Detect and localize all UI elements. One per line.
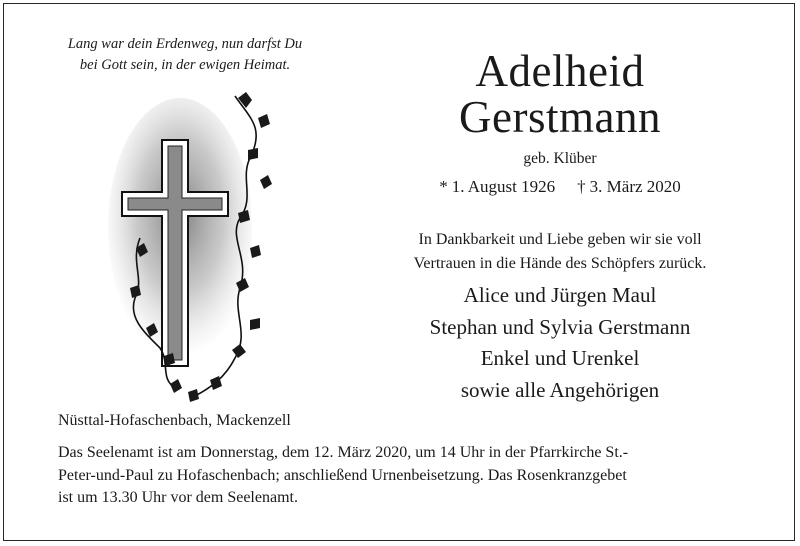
dedication-line: In Dankbarkeit und Liebe geben wir sie voll [418,231,702,248]
mourner-entry: Alice und Jürgen Maul [463,283,657,307]
mourner-entry: Stephan und Sylvia Gerstmann [429,314,691,339]
notice-line: ist um 13.30 Uhr vor dem Seelenamt. [58,489,298,506]
notice-line: Das Seelenamt ist am Donnerstag, dem 12. März 2020, um 14 Uhr in der Pfarrkirche St.- [58,444,629,461]
mourners-list [380,280,740,406]
birth-star-icon: * [439,177,448,196]
birth-date: 1. August 1926 [451,177,556,196]
cross-with-ivy-icon [100,88,290,408]
motto-line: bei Gott sein, in der ewigen Heimat. [79,57,291,73]
first-name: Adelheid [475,46,645,96]
notice-line: Peter-und-Paul zu Hofaschenbach; anschließend Urnenbeisetzung. Das Rosenkranzgebet [58,466,627,484]
last-name: Gerstmann [459,92,661,142]
funeral-notice [58,442,754,510]
death-date: 3. März 2020 [589,177,681,196]
mourner-entry: sowie alle Angehörigen [460,377,660,402]
birth-name: geb. Klüber [523,150,597,167]
dedication [380,228,740,276]
motto [20,34,350,76]
mourner-entry: Enkel und Urenkel [480,346,640,370]
place-of-residence: Nüsttal-Hofaschenbach, Mackenzell [58,412,291,429]
death-cross-icon: † [577,177,586,196]
deceased-name [380,48,740,140]
life-dates [380,176,740,198]
dedication-line: Vertrauen in die Hände des Schöpfers zurück. [413,255,707,272]
motto-line: Lang war dein Erdenweg, nun darfst Du [67,36,303,52]
